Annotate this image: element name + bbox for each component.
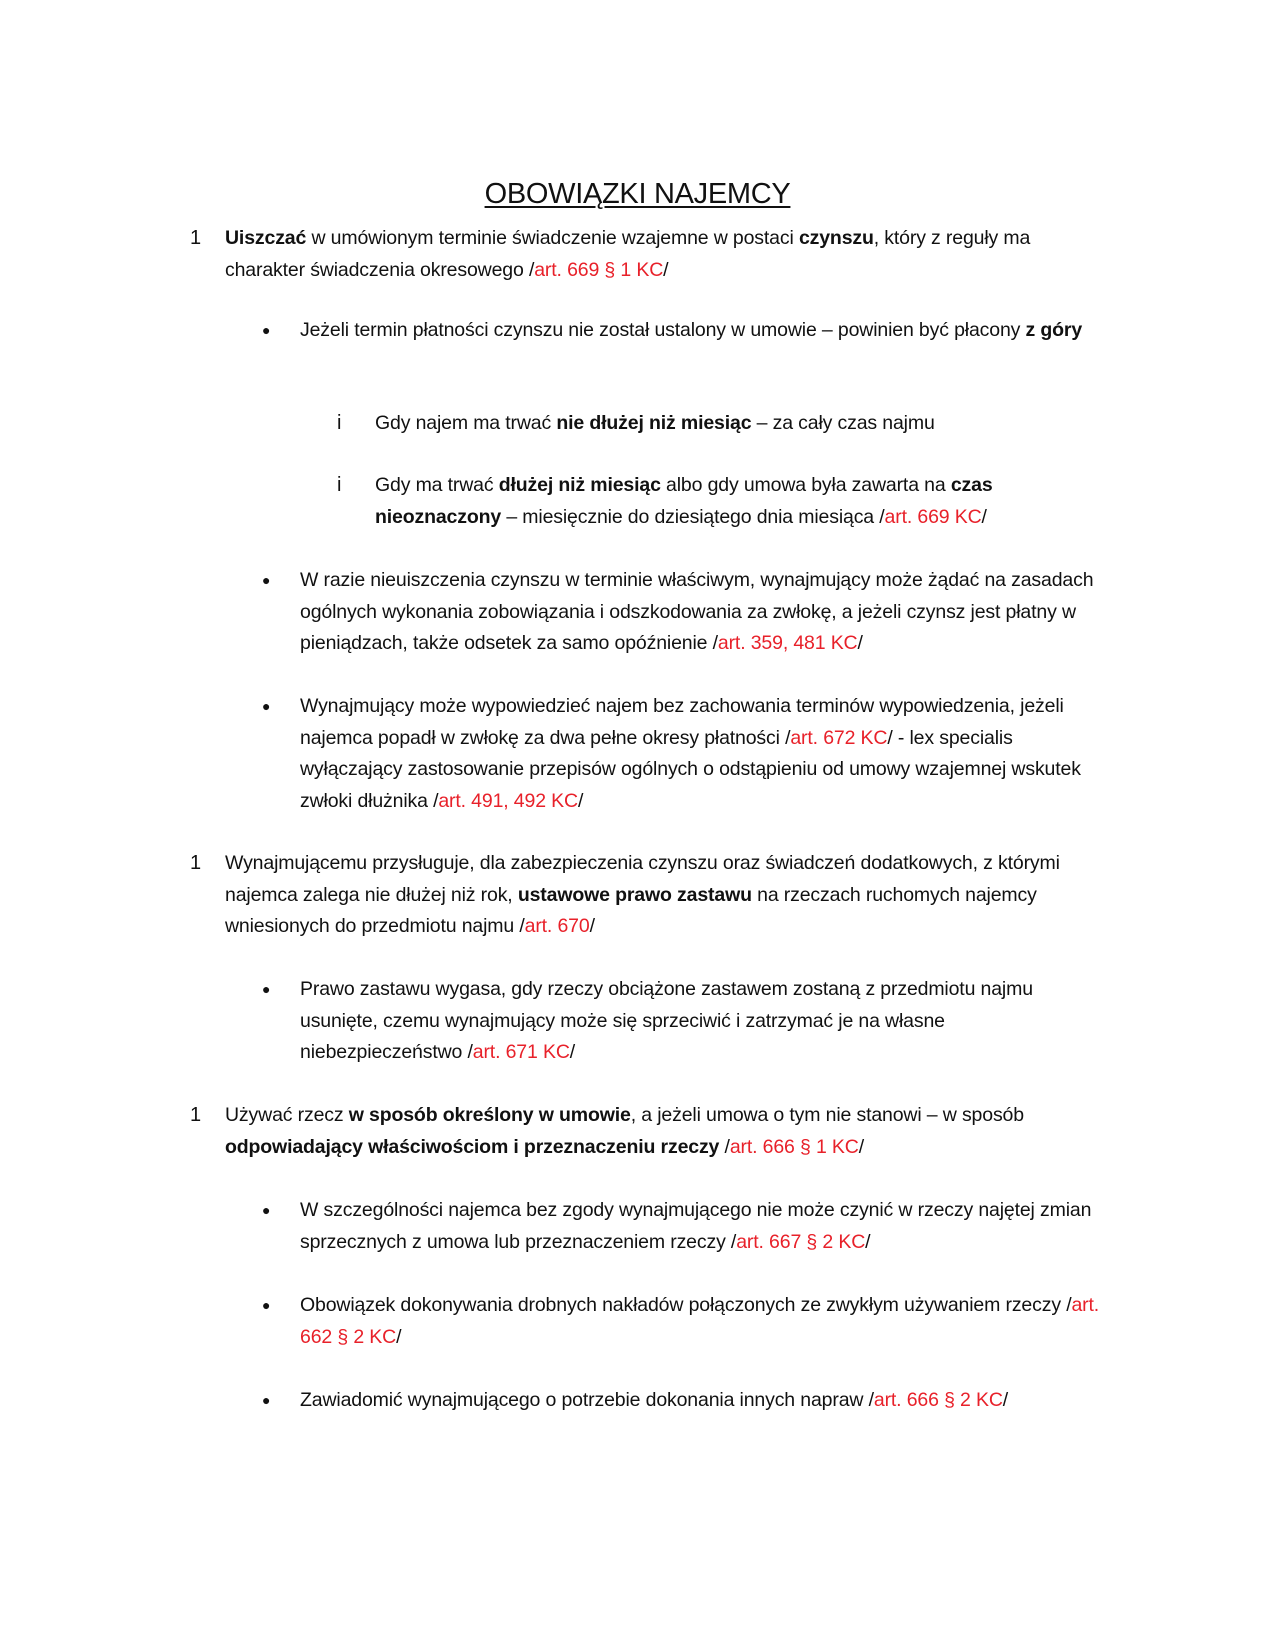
roman-marker: i: [337, 474, 342, 496]
bold-text: nie dłużej niż miesiąc: [556, 412, 752, 434]
item-text: [300, 1385, 1112, 1417]
text-run: /: [1002, 1389, 1009, 1411]
text-run: /: [857, 632, 863, 654]
text-run: Gdy najem ma trwać: [375, 412, 557, 434]
item-text: [225, 223, 1110, 286]
text-run: Zawiadomić wynajmującego o potrzebie dokonania innych napraw /: [300, 1389, 874, 1411]
text-run: /: [981, 505, 987, 528]
article-reference: art. 666 § 2 KC: [873, 1389, 1003, 1411]
text-run: , a jeżeli umowa o tym nie stanowi – w sposób: [630, 1104, 1024, 1126]
text-run: /: [569, 1041, 576, 1063]
bold-text: z góry: [1025, 319, 1083, 341]
item-text: [375, 470, 1115, 533]
text-run: /: [865, 1230, 871, 1253]
text-run: / - lex specialis wyłączający zastosowanie przepisów ogólnych o odstąpieniu od umowy wzajemnej wskutek zwłoki dłużnika /: [300, 726, 1081, 812]
roman-marker: i: [337, 412, 342, 434]
text-run: /: [589, 915, 595, 937]
text-run: – miesięcznie do dziesiątego dnia miesiąca /: [501, 505, 885, 528]
number-marker: 1: [190, 227, 201, 249]
bullet-icon: ●: [262, 981, 271, 997]
text-run: albo gdy umowa była zawarta na: [660, 474, 951, 496]
article-reference: art. 671 KC: [472, 1041, 570, 1063]
bullet-icon: ●: [262, 1297, 271, 1313]
text-run: Prawo zastawu wygasa, gdy rzeczy obciążone zastawem zostaną z przedmiotu najmu usunięte, czemu wynajmujący może się sprzeciwić i zatrzymać je na własne niebezpieczeństwo /: [300, 978, 1033, 1063]
item-text: [225, 848, 1110, 943]
bullet-icon: ●: [262, 1392, 271, 1408]
text-run: Obowiązek dokonywania drobnych nakładów połączonych ze zwykłym używaniem rzeczy /: [300, 1294, 1072, 1316]
bullet-icon: ●: [262, 698, 271, 714]
article-reference: art. 662 § 2 KC: [300, 1294, 1100, 1348]
item-text: [375, 408, 1115, 440]
item-text: [300, 315, 1112, 347]
item-text: [225, 1100, 1110, 1163]
item-text: [300, 1290, 1112, 1353]
article-reference: art. 359, 481 KC: [717, 632, 858, 654]
text-run: /: [663, 258, 669, 281]
text-run: W razie nieuiszczenia czynszu w terminie właściwym, wynajmujący może żądać na zasadach ogólnych wykonania zobowiązania i odszkodowania za zwłokę, a jeżeli czynsz jest płatny w pieniądzach, także odsetek za samo opóźnienie /: [300, 569, 1094, 654]
bold-text: czynszu: [798, 227, 874, 249]
article-reference: art. 667 § 2 KC: [736, 1230, 866, 1253]
article-reference: art. 669 § 1 KC: [534, 258, 664, 281]
text-run: , który z reguły ma charakter świadczenia okresowego /: [225, 227, 1031, 281]
text-run: Wynajmujący może wypowiedzieć najem bez zachowania terminów wypowiedzenia, jeżeli najemca popadł w zwłokę za dwa pełne okresy płatności /: [300, 695, 1064, 749]
text-run: Jeżeli termin płatności czynszu nie został ustalony w umowie – powinien być płacony: [300, 319, 1026, 341]
text-run: /: [719, 1135, 730, 1158]
bold-text: ustawowe prawo zastawu: [517, 883, 752, 906]
article-reference: art. 491, 492 KC: [438, 789, 578, 812]
bullet-icon: ●: [262, 322, 271, 338]
text-run: w umówionym terminie świadczenie wzajemne w postaci: [306, 227, 799, 249]
text-run: W szczególności najemca bez zgody wynajmującego nie może czynić w rzeczy najętej zmian sprzecznych z umowa lub przeznaczeniem rzeczy /: [300, 1199, 1092, 1253]
page-title: OBOWIĄZKI NAJEMCY: [484, 178, 791, 210]
text-run: na rzeczach ruchomych najemcy wniesionych do przedmiotu najmu /: [225, 883, 1037, 937]
item-text: [300, 691, 1112, 817]
article-reference: art. 672 KC: [790, 726, 888, 749]
article-reference: art. 670: [524, 915, 590, 937]
number-marker: 1: [190, 1104, 201, 1126]
text-run: Gdy ma trwać: [375, 474, 499, 496]
bold-text: czas nieoznaczony: [375, 474, 993, 528]
bold-text: Uiszczać: [225, 227, 307, 249]
text-run: Używać rzecz: [225, 1104, 349, 1126]
bold-text: dłużej niż miesiąc: [498, 474, 661, 496]
number-marker: 1: [190, 852, 201, 874]
text-run: /: [858, 1135, 865, 1158]
bullet-icon: ●: [262, 1202, 271, 1218]
item-text: [300, 974, 1112, 1069]
article-reference: art. 669 KC: [884, 505, 982, 528]
article-reference: art. 666 § 1 KC: [729, 1135, 859, 1158]
text-run: /: [577, 789, 584, 812]
bold-text: odpowiadający właściwościom i przeznaczeniu rzeczy: [225, 1135, 720, 1158]
item-text: [300, 565, 1112, 660]
text-run: Wynajmującemu przysługuje, dla zabezpieczenia czynszu oraz świadczeń dodatkowych, z którymi najemca zalega nie dłużej niż rok,: [225, 852, 1060, 906]
bullet-icon: ●: [262, 572, 271, 588]
text-run: – za cały czas najmu: [751, 412, 935, 434]
item-text: [300, 1195, 1112, 1258]
text-run: /: [396, 1325, 402, 1348]
bold-text: w sposób określony w umowie: [348, 1104, 631, 1126]
